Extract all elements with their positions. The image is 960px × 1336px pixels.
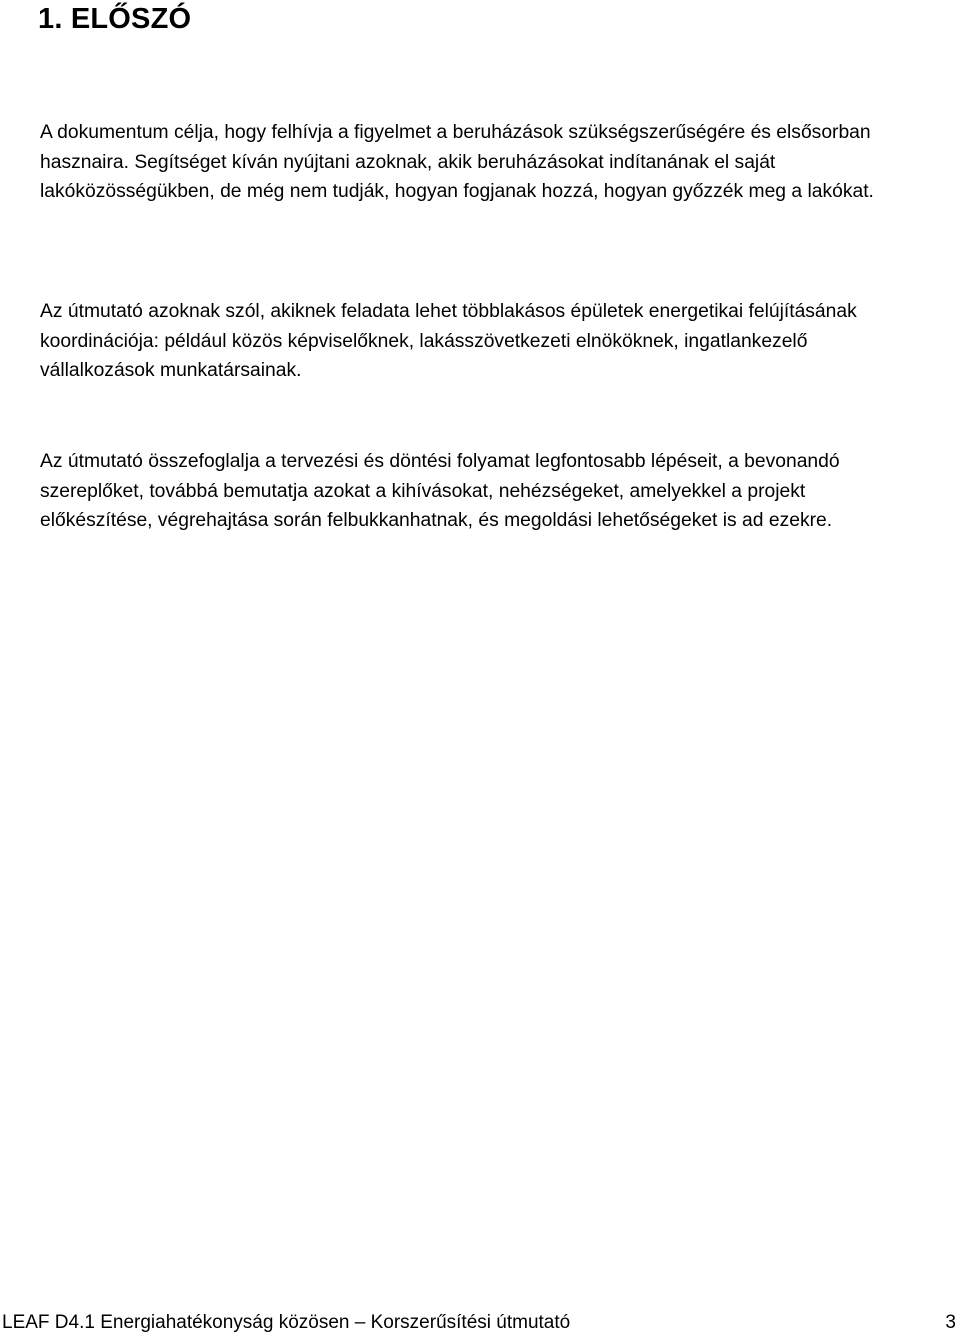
paragraph-audience: Az útmutató azoknak szól, akiknek feladata lehet többlakásos épületek energetikai felújításának koordinációja: például közös képviselőknek, lakásszövetkezeti elnököknek, ingatlankezelő vállalkozások munkatársainak.	[40, 301, 857, 381]
paragraph-summary: Az útmutató összefoglalja a tervezési és döntési folyamat legfontosabb lépéseit, a bevonandó szereplőket, továbbá bemutatja azokat a kihívásokat, nehézségeket, amelyekkel a projekt előkészítése, végrehajtása során felbukkanhatnak, és megoldási lehetőségeket is ad ezekre.	[40, 451, 840, 531]
footer-document-title: LEAF D4.1 Energiahatékonyság közösen – Korszerűsítési útmutató	[2, 1312, 571, 1333]
page-footer	[2, 1310, 956, 1336]
paragraph-purpose: A dokumentum célja, hogy felhívja a figyelmet a beruházások szükségszerűségére és elsősorban hasznaira. Segítséget kíván nyújtani azoknak, akik beruházásokat indítanának el saját lakóközösségükben, de még nem tudják, hogyan fogjanak hozzá, hogyan győzzék meg a lakókat.	[40, 122, 874, 202]
section-heading: 1. ELŐSZÓ	[38, 3, 192, 35]
page-number: 3	[945, 1312, 956, 1333]
